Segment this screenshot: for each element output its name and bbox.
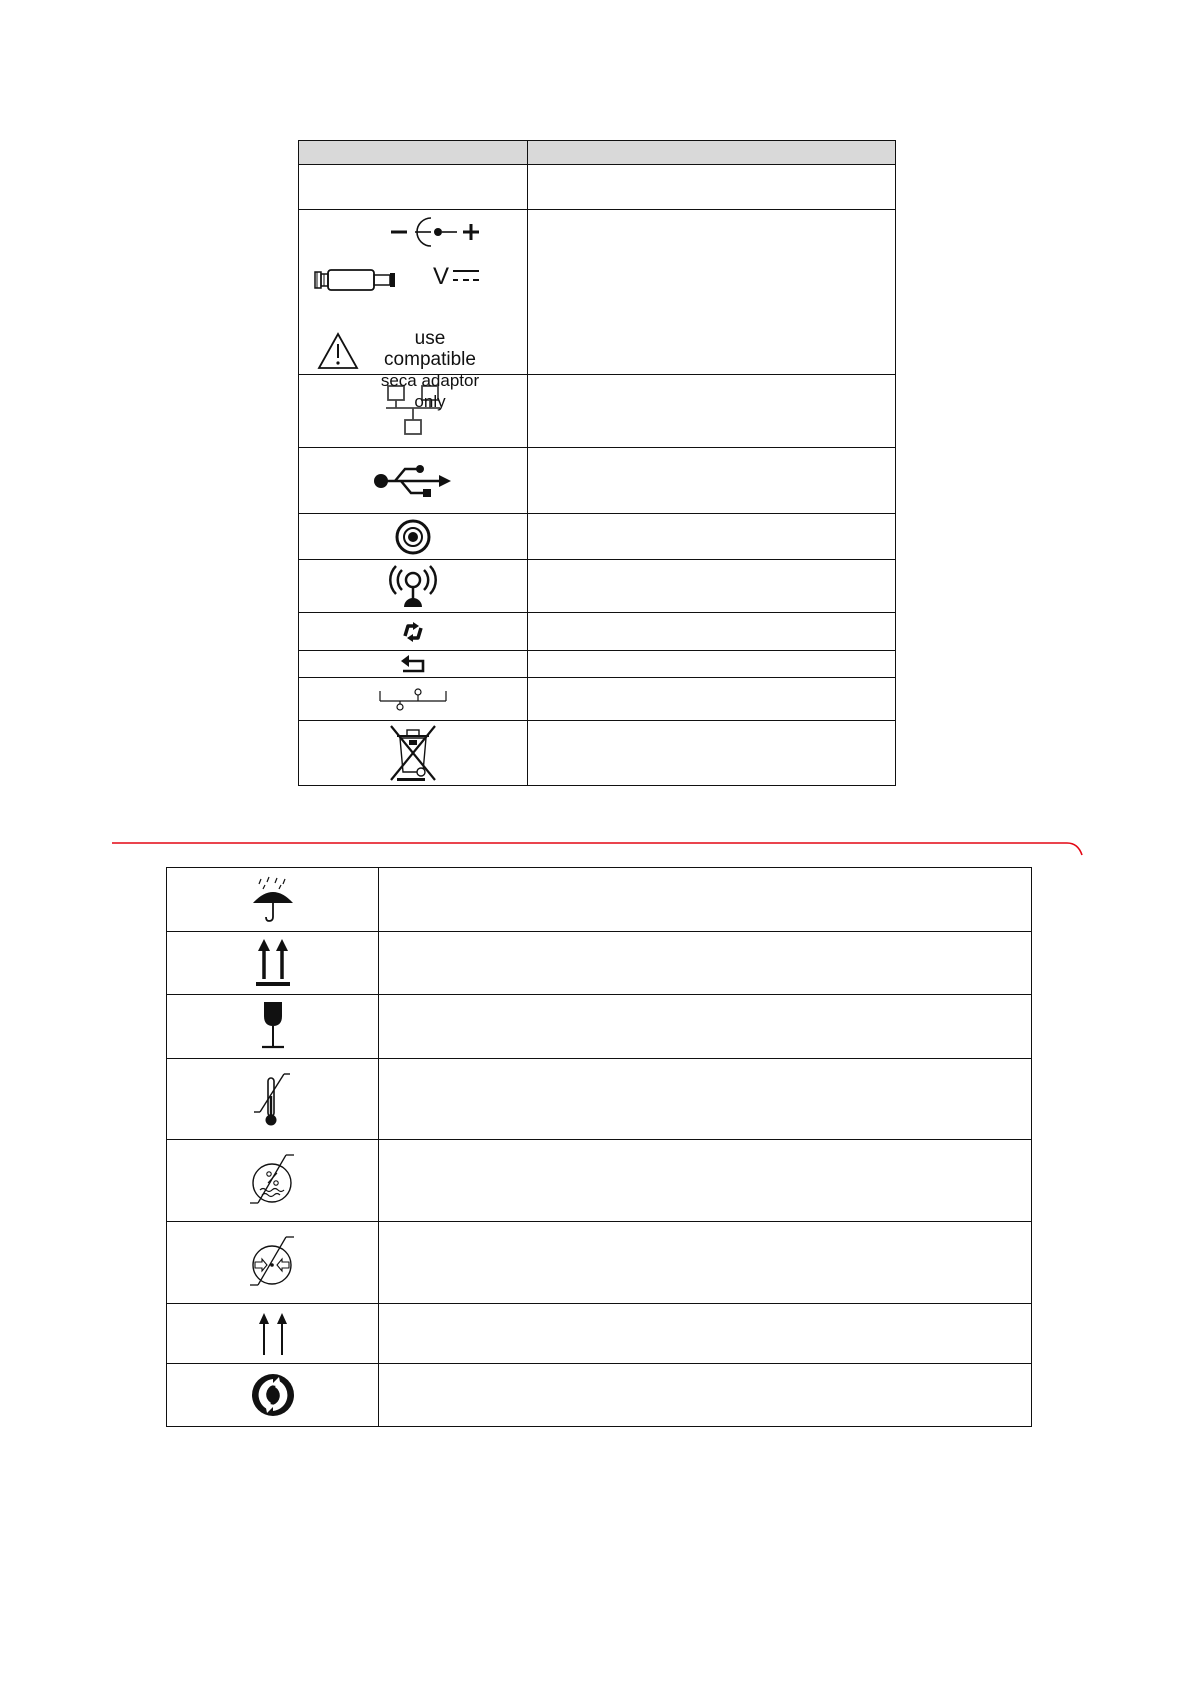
table-row — [299, 560, 896, 613]
description-cell — [528, 678, 896, 721]
description-cell — [528, 613, 896, 651]
description-cell — [379, 1059, 1032, 1140]
description-cell — [528, 651, 896, 678]
section-divider — [112, 833, 1082, 863]
table-row — [167, 1304, 1032, 1364]
description-cell — [379, 995, 1032, 1059]
description-cell — [528, 514, 896, 560]
fragile-glass-icon — [258, 1002, 288, 1052]
description-cell — [528, 721, 896, 786]
warning-triangle-icon — [317, 332, 359, 370]
adaptor-warning-line2: seca adaptor only — [380, 371, 480, 411]
dc-power-connector-icon — [313, 210, 513, 330]
description-cell — [379, 1304, 1032, 1364]
table-header-row — [299, 141, 896, 165]
symbol-cell — [299, 514, 528, 560]
record-button-icon — [395, 519, 431, 555]
symbol-cell — [167, 868, 379, 932]
humidity-limit-icon — [248, 1153, 298, 1209]
description-column-header — [528, 141, 896, 165]
weee-crossed-bin-icon — [387, 724, 439, 782]
symbol-cell — [299, 678, 528, 721]
device-symbols-table — [298, 140, 896, 786]
temperature-limit-icon — [252, 1070, 294, 1128]
description-cell — [379, 932, 1032, 995]
description-cell — [528, 210, 896, 375]
table-row — [299, 210, 896, 375]
symbol-cell — [167, 1364, 379, 1427]
voltage-label: V — [433, 263, 450, 290]
symbol-cell — [299, 165, 528, 210]
table-row — [167, 1059, 1032, 1140]
table-row — [299, 651, 896, 678]
symbol-cell — [167, 995, 379, 1059]
table-row — [167, 868, 1032, 932]
table-row — [167, 1140, 1032, 1222]
table-row — [299, 165, 896, 210]
return-arrow-icon — [399, 655, 427, 673]
symbol-cell — [167, 1304, 379, 1364]
description-cell — [379, 1222, 1032, 1304]
table-row — [299, 514, 896, 560]
description-cell — [528, 448, 896, 514]
symbol-cell — [167, 1059, 379, 1140]
symbol-cell — [299, 613, 528, 651]
description-cell — [379, 1364, 1032, 1427]
description-cell — [379, 1140, 1032, 1222]
symbol-cell — [167, 1140, 379, 1222]
packaging-symbols-table — [166, 867, 1032, 1427]
air-pressure-limit-icon — [248, 1235, 298, 1291]
wireless-antenna-icon — [390, 563, 436, 609]
symbol-cell — [167, 932, 379, 995]
symbol-cell — [299, 448, 528, 514]
refresh-icon — [401, 621, 425, 643]
table-row — [167, 1222, 1032, 1304]
symbol-cell — [299, 721, 528, 786]
table-row — [299, 721, 896, 786]
this-way-up-icon — [256, 939, 290, 987]
table-row — [167, 932, 1032, 995]
table-row — [299, 678, 896, 721]
green-dot-recycling-icon — [251, 1373, 295, 1417]
symbol-cell — [167, 1222, 379, 1304]
upright-arrows-icon — [258, 1313, 288, 1355]
table-row — [167, 995, 1032, 1059]
keep-dry-umbrella-icon — [251, 877, 295, 923]
description-cell — [528, 375, 896, 448]
description-cell — [528, 560, 896, 613]
description-cell — [528, 165, 896, 210]
symbol-cell — [299, 210, 528, 411]
adaptor-warning-line1: use compatible — [384, 328, 476, 370]
bus-connection-icon — [378, 687, 448, 711]
table-row — [167, 1364, 1032, 1427]
symbol-cell — [299, 651, 528, 678]
table-row — [299, 448, 896, 514]
description-cell — [379, 868, 1032, 932]
usb-icon — [373, 461, 453, 501]
symbol-cell — [299, 560, 528, 613]
table-row — [299, 613, 896, 651]
symbol-column-header — [299, 141, 528, 165]
